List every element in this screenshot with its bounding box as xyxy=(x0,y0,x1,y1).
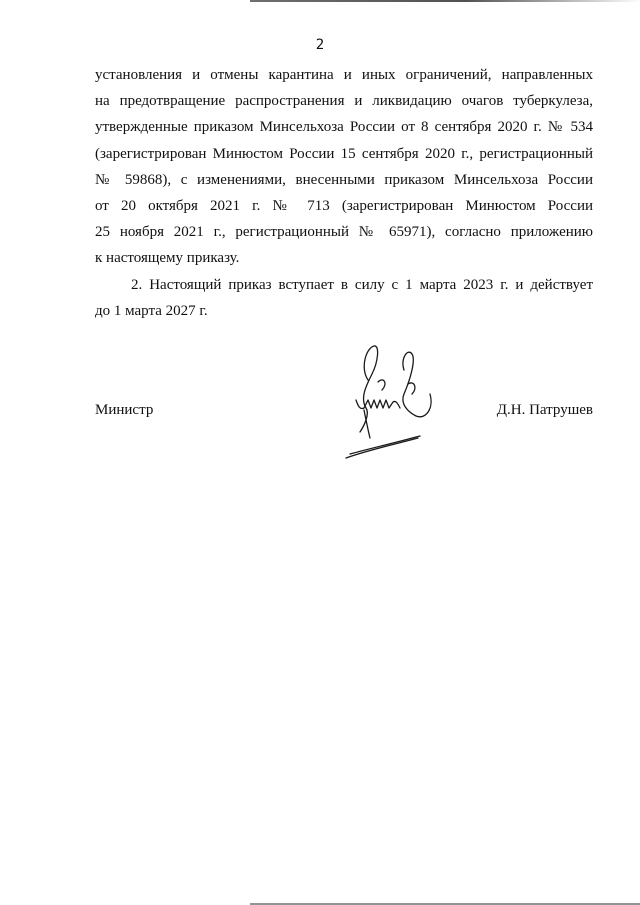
position-title: Министр xyxy=(95,402,154,418)
page-number: 2 xyxy=(315,37,325,53)
scan-edge-top xyxy=(250,0,640,2)
paragraph-1-line: 25 ноября 2021 г., регистрационный № 65971), согласно приложению xyxy=(95,224,593,241)
paragraph-1-line: установления и отмены карантина и иных ограничений, направленных xyxy=(95,67,593,83)
signer-name: Д.Н. Патрушев xyxy=(496,402,593,418)
paragraph-1-line: от 20 октября 2021 г. № 713 (зарегистрирован Минюстом России xyxy=(95,197,593,214)
document-body xyxy=(95,62,593,324)
handwritten-signature xyxy=(338,340,440,462)
paragraph-2-line: 2. Настоящий приказ вступает в силу с 1 марта 2023 г. и действует xyxy=(131,276,593,293)
paragraph-1-line: № 59868), с изменениями, внесенными приказом Минсельхоза России xyxy=(95,171,593,188)
paragraph-1-line: (зарегистрирован Минюстом России 15 сентября 2020 г., регистрационный xyxy=(95,145,593,162)
paragraph-1-line: на предотвращение распространения и ликвидацию очагов туберкулеза, xyxy=(95,93,593,110)
paragraph-1-line: к настоящему приказу. xyxy=(95,250,240,267)
paragraph-1-line: утвержденные приказом Минсельхоза России от 8 сентября 2020 г. № 534 xyxy=(95,119,593,136)
paragraph-2-line: до 1 марта 2027 г. xyxy=(95,302,208,319)
